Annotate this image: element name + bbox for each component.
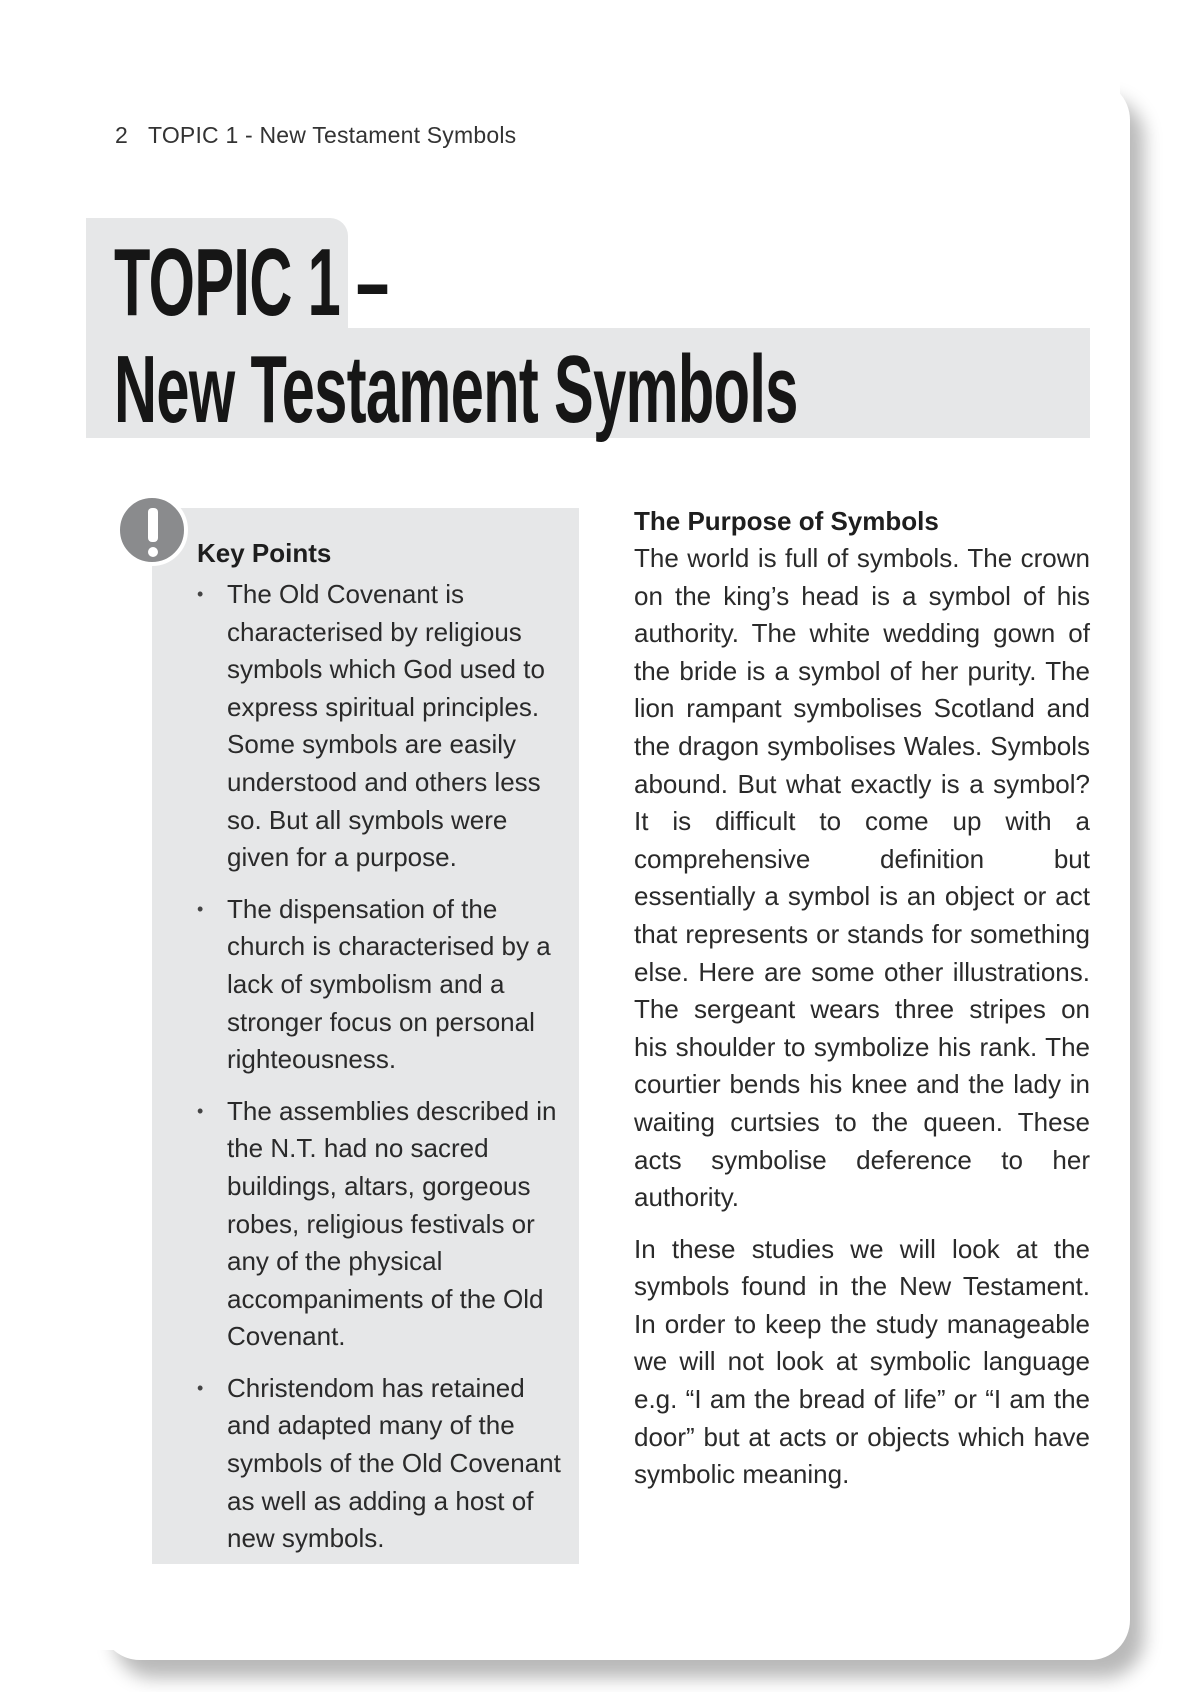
key-point-item [197, 1370, 567, 1558]
key-points-heading: Key Points [197, 538, 332, 568]
purpose-section [634, 502, 1090, 1508]
purpose-paragraph: In these studies we will look at the symbols found in the New Testament. In order to keep the study manageable we will not look at symbolic language e.g. “I am the bread of life” or “I am the door” but at acts or objects which have symbolic meaning. [634, 1233, 1090, 1490]
exclamation-icon [116, 494, 188, 566]
title-line-1: TOPIC 1 – [114, 229, 389, 336]
bullet-icon: • [197, 1377, 204, 1398]
running-head [115, 122, 516, 149]
key-point-text: Christendom has retained and adapted many of the symbols of the Old Covenant as well as adding a host of new symbols. [227, 1372, 561, 1554]
bullet-icon: • [197, 1100, 204, 1121]
bullet-icon: • [197, 584, 204, 604]
key-point-item [197, 891, 567, 1079]
key-point-item [197, 1093, 567, 1356]
page-number: 2 [115, 122, 128, 148]
key-point-text: The assemblies described in the N.T. had no sacred buildings, altars, gorgeous robes, religious festivals or any of the physical accompaniments of the Old Covenant. [227, 1095, 557, 1352]
bullet-icon: • [197, 898, 204, 919]
key-point-item [197, 576, 567, 877]
purpose-paragraph: The world is full of symbols. The crown on the king’s head is a symbol of his authority. The white wedding gown of the bride is a symbol of her purity. The lion rampant symbolises Scotland and the dragon symbolises Wales. Symbols abound. But what exactly is a symbol? It is difficult to come up with a comprehensive definition but essentially a symbol is an object or act that represents or stands for something else. Here are some other illustrations. The sergeant wears three stripes on his shoulder to symbolize his rank. The courtier bends his knee and the lady in waiting curtsies to the queen. These acts symbolise deference to her authority. [634, 543, 1090, 1213]
key-point-text: The Old Covenant is characterised by religious symbols which God used to express spiritual principles. Some symbols are easily understood and others less so. But all symbols were given for a purpose. [227, 579, 545, 873]
exclamation-dot [148, 547, 158, 557]
purpose-heading: The Purpose of Symbols [634, 506, 939, 536]
exclamation-bar [148, 508, 158, 542]
running-head-text: TOPIC 1 - New Testament Symbols [148, 122, 517, 148]
title-line-2: New Testament Symbols [114, 336, 798, 443]
key-point-text: The dispensation of the church is characterised by a lack of symbolism and a stronger focus on personal righteousness. [227, 893, 551, 1075]
key-points-list [197, 576, 567, 1572]
